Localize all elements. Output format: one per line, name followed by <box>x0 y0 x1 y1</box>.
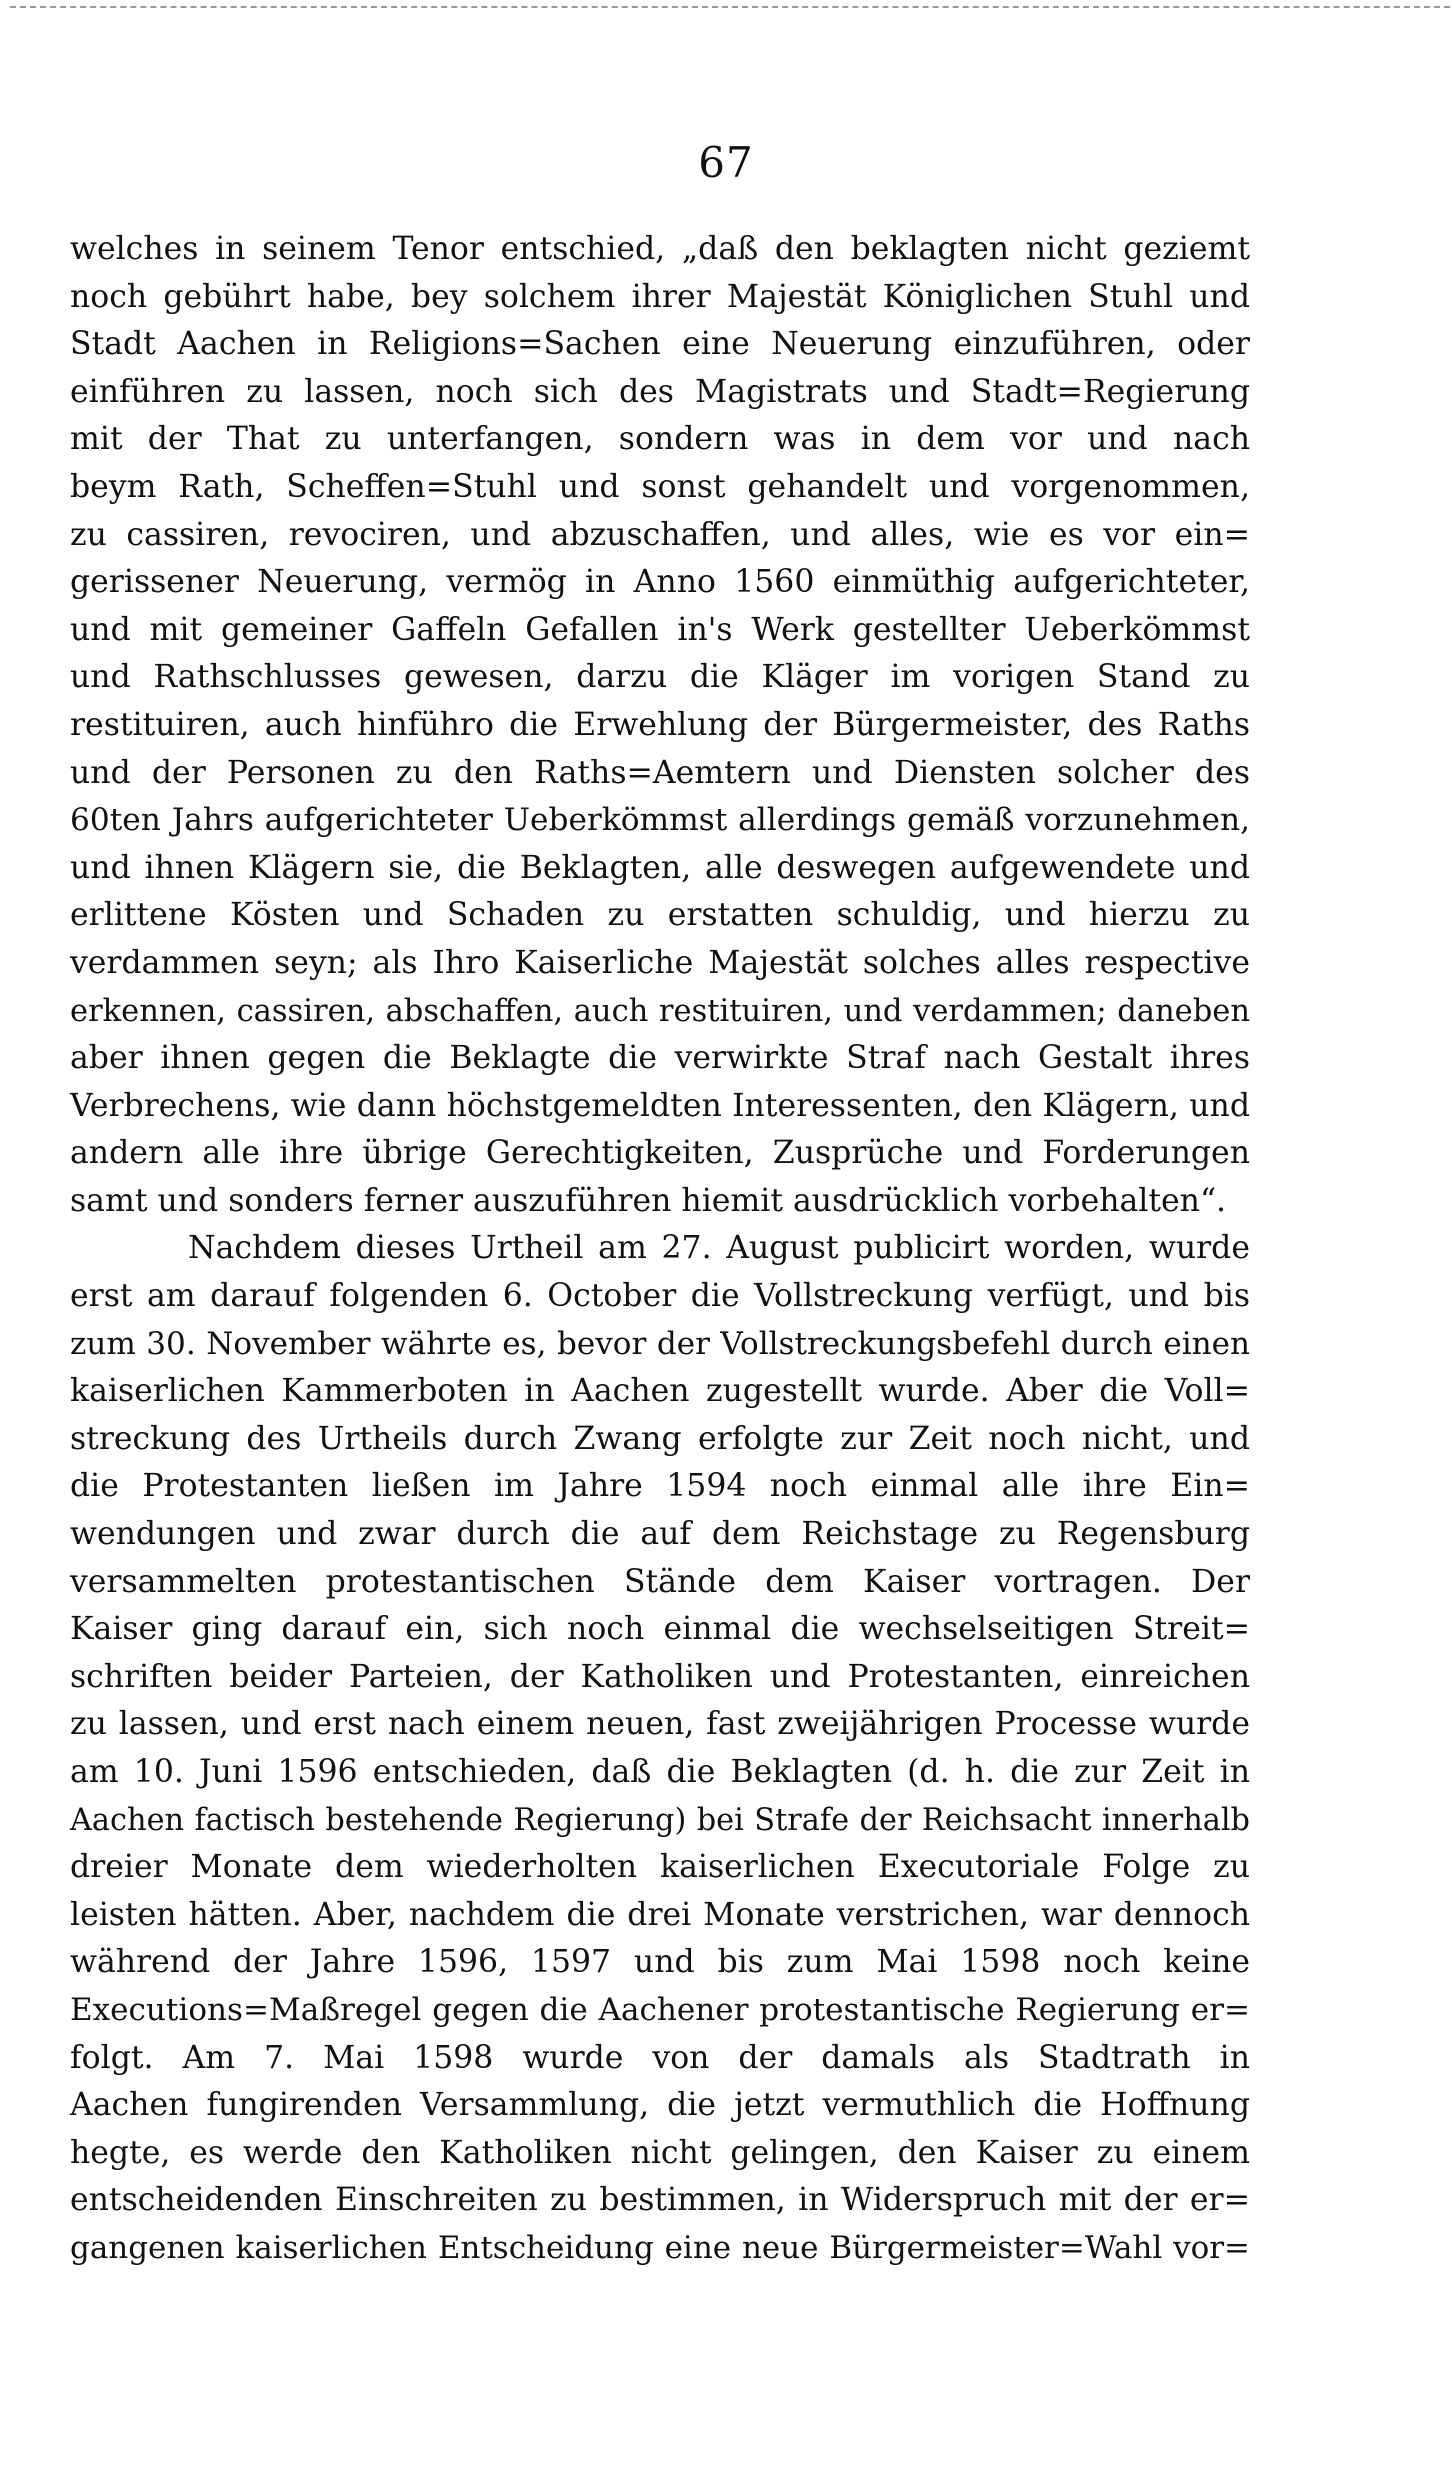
text-line: während der Jahre 1596, 1597 und bis zum Mai 1598 noch keine <box>70 1944 1250 1981</box>
scan-edge-rule <box>10 6 1450 10</box>
text-line: folgt. Am 7. Mai 1598 wurde von der damals als Stadtrath in <box>70 2039 1250 2076</box>
text-line: leisten hätten. Aber, nachdem die drei Monate verstrichen, war dennoch <box>70 1896 1250 1933</box>
paragraph-first-line: Nachdem dieses Urtheil am 27. August publicirt worden, wurde <box>188 1230 1250 1267</box>
text-line: Stadt Aachen in Religions=Sachen eine Neuerung einzuführen, oder <box>70 326 1250 363</box>
text-line: welches in seinem Tenor entschied, „daß den beklagten nicht geziemt <box>70 231 1250 267</box>
text-line: erst am darauf folgenden 6. October die Vollstreckung verfügt, und bis <box>70 1278 1250 1315</box>
text-line: Aachen factisch bestehende Regierung) bei Strafe der Reichsacht innerhalb <box>70 1802 1250 1838</box>
text-line: Executions=Maßregel gegen die Aachener protestantische Regierung er= <box>70 1991 1250 2028</box>
text-line: gerissener Neuerung, vermög in Anno 1560 einmüthig aufgerichteter, <box>70 564 1250 601</box>
text-line: kaiserlichen Kammerboten in Aachen zugestellt wurde. Aber die Voll= <box>70 1373 1250 1410</box>
text-line: versammelten protestantischen Stände dem Kaiser vortragen. Der <box>70 1563 1250 1600</box>
text-line: und ihnen Klägern sie, die Beklagten, alle deswegen aufgewendete und <box>70 849 1250 886</box>
text-line: hegte, es werde den Katholiken nicht gelingen, den Kaiser zu einem <box>70 2134 1250 2171</box>
text-line: und Rathschlusses gewesen, darzu die Kläger im vorigen Stand zu <box>70 659 1250 696</box>
text-line: erkennen, cassiren, abschaffen, auch restituiren, und verdammen; daneben <box>70 993 1250 1029</box>
text-line: entscheidenden Einschreiten zu bestimmen, in Widerspruch mit der er= <box>70 2182 1250 2219</box>
text-line: wendungen und zwar durch die auf dem Reichstage zu Regensburg <box>70 1516 1250 1553</box>
text-line: andern alle ihre übrige Gerechtigkeiten, Zusprüche und Forderungen <box>70 1135 1250 1172</box>
text-line: aber ihnen gegen die Beklagte die verwirkte Straf nach Gestalt ihres <box>70 1040 1250 1077</box>
text-line: mit der That zu unterfangen, sondern was in dem vor und nach <box>70 421 1250 458</box>
text-line: 60ten Jahrs aufgerichteter Ueberkömmst allerdings gemäß vorzunehmen, <box>70 802 1250 839</box>
text-line: noch gebührt habe, bey solchem ihrer Majestät Königlichen Stuhl und <box>70 278 1250 315</box>
text-line: samt und sonders ferner auszuführen hiemit ausdrücklich vorbehalten“. <box>70 1182 1227 1219</box>
text-line: und mit gemeiner Gaffeln Gefallen in's Werk gestellter Ueberkömmst <box>70 611 1250 648</box>
text-line: streckung des Urtheils durch Zwang erfolgte zur Zeit noch nicht, und <box>70 1420 1250 1457</box>
text-line: die Protestanten ließen im Jahre 1594 noch einmal alle ihre Ein= <box>70 1468 1250 1505</box>
body-text <box>70 226 1250 2273</box>
text-line: schriften beider Parteien, der Katholiken und Protestanten, einreichen <box>70 1658 1250 1695</box>
text-line: erlittene Kösten und Schaden zu erstatten schuldig, und hierzu zu <box>70 897 1250 934</box>
text-line: einführen zu lassen, noch sich des Magistrats und Stadt=Regierung <box>70 373 1250 410</box>
text-line: verdammen seyn; als Ihro Kaiserliche Majestät solches alles respective <box>70 944 1250 981</box>
text-line: am 10. Juni 1596 entschieden, daß die Beklagten (d. h. die zur Zeit in <box>70 1754 1250 1790</box>
page-number: 67 <box>698 138 754 187</box>
text-line: Kaiser ging darauf ein, sich noch einmal die wechselseitigen Streit= <box>70 1611 1250 1648</box>
text-line: zu lassen, und erst nach einem neuen, fast zweijährigen Processe wurde <box>70 1706 1250 1743</box>
text-line: zum 30. November währte es, bevor der Vollstreckungsbefehl durch einen <box>70 1325 1250 1362</box>
text-line: beym Rath, Scheffen=Stuhl und sonst gehandelt und vorgenommen, <box>70 468 1250 505</box>
text-line: restituiren, auch hinführo die Erwehlung der Bürgermeister, des Raths <box>70 706 1250 743</box>
text-line: gangenen kaiserlichen Entscheidung eine neue Bürgermeister=Wahl vor= <box>70 2229 1250 2266</box>
text-line: Aachen fungirenden Versammlung, die jetzt vermuthlich die Hoffnung <box>70 2087 1250 2124</box>
text-line: und der Personen zu den Raths=Aemtern und Diensten solcher des <box>70 754 1250 791</box>
text-line: dreier Monate dem wiederholten kaiserlichen Executoriale Folge zu <box>70 1849 1250 1886</box>
text-line: Verbrechens, wie dann höchstgemeldten Interessenten, den Klägern, und <box>70 1087 1250 1124</box>
text-line: zu cassiren, revociren, und abzuschaffen, und alles, wie es vor ein= <box>70 516 1250 553</box>
